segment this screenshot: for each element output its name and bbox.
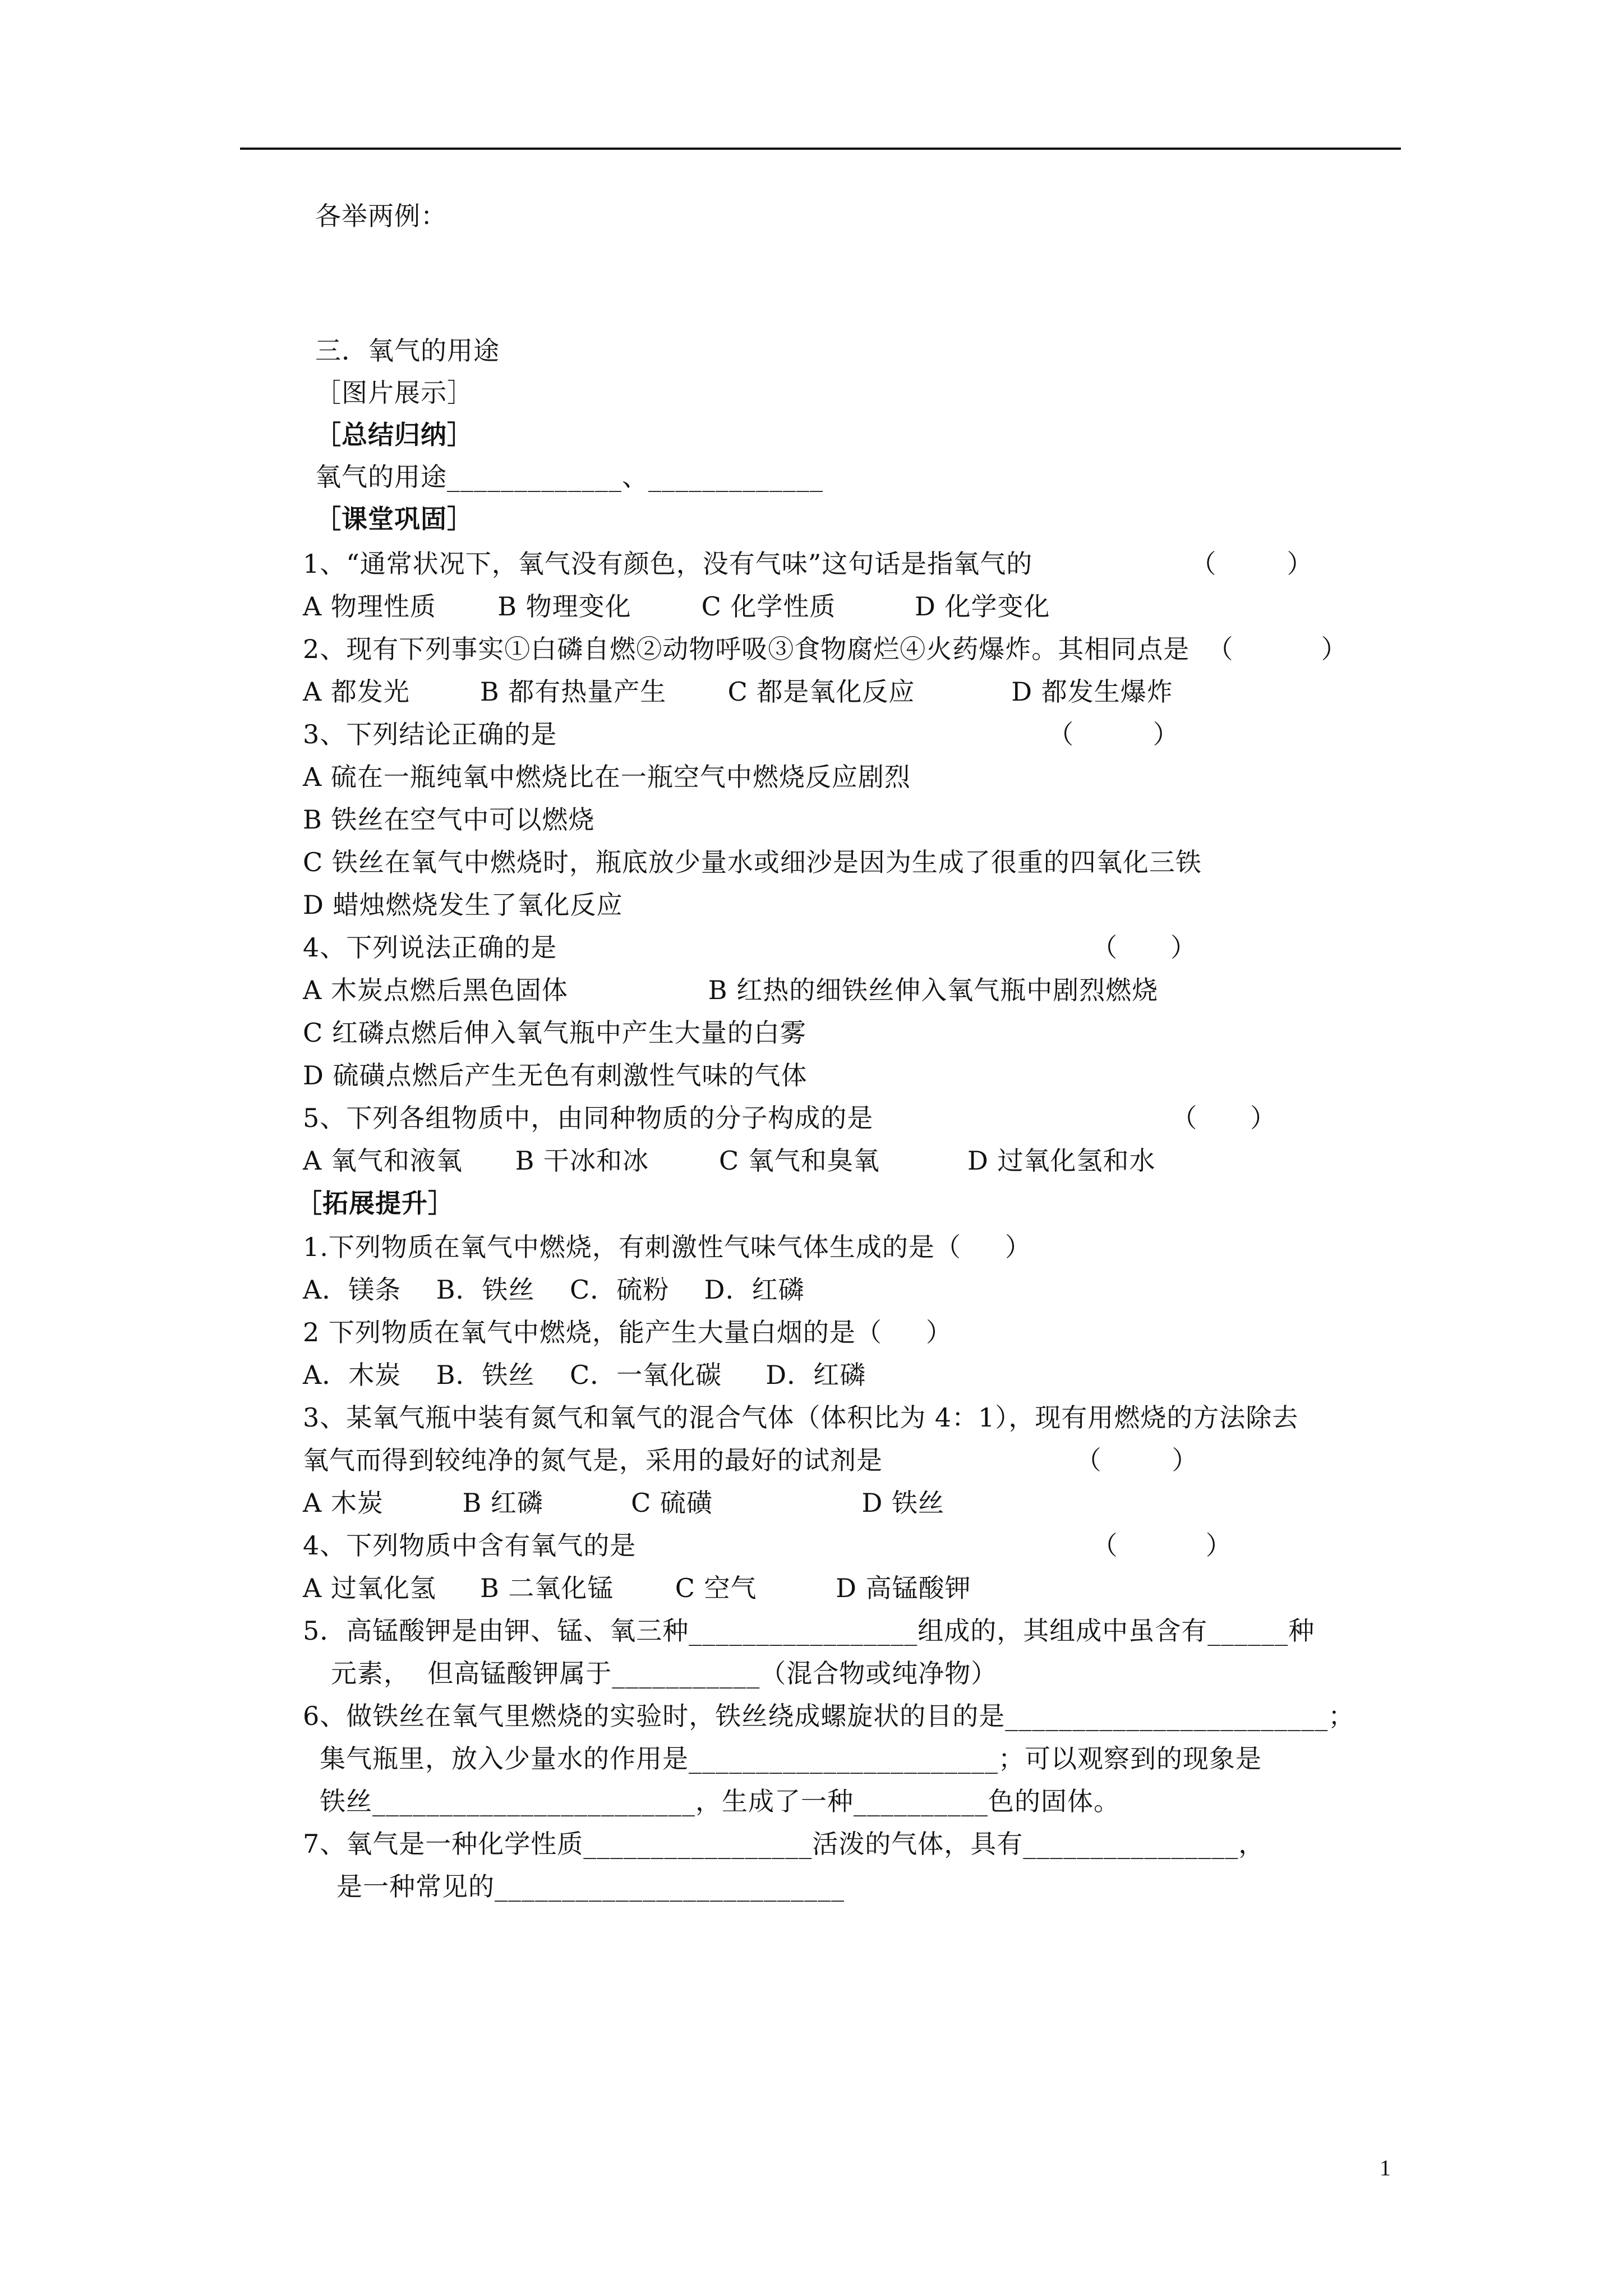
- header-rule: [240, 148, 1401, 150]
- fill-in-question: 5．高锰酸钾是由钾、锰、氧三种_________________组成的，其组成中虽含有______种: [303, 1616, 1315, 1646]
- fill-in-question: 6、做铁丝在氧气里燃烧的实验时，铁丝绕成螺旋状的目的是________________________；: [303, 1701, 1355, 1731]
- answer-options: A．镁条 B．铁丝 C．硫粉 D．红磷: [303, 1274, 805, 1305]
- question: 1.下列物质在氧气中燃烧，有刺激性气味气体生成的是（ ）: [303, 1232, 1031, 1262]
- page-number: 1: [1380, 2155, 1391, 2180]
- section-heading: 三．氧气的用途: [315, 335, 500, 366]
- answer-option: A 硫在一瓶纯氧中燃烧比在一瓶空气中燃烧反应剧烈: [303, 762, 911, 792]
- answer-option: C 铁丝在氧气中燃烧时，瓶底放少量水或细沙是因为生成了很重的四氧化三铁: [303, 847, 1202, 877]
- fill-in-continuation: 集气瓶里，放入少量水的作用是_______________________；可以观察到的现象是: [320, 1743, 1262, 1774]
- answer-option: B 铁丝在空气中可以燃烧: [303, 804, 595, 835]
- answer-options: A 木炭 B 红磷 C 硫磺 D 铁丝: [303, 1488, 944, 1518]
- question-continuation: 氧气而得到较纯净的氮气是，采用的最好的试剂是 （ ）: [303, 1445, 1198, 1475]
- fill-in-continuation: 铁丝________________________，生成了一种__________色的固体。: [320, 1786, 1120, 1816]
- question: 3、某氧气瓶中装有氮气和氧气的混合气体（体积比为 4：1），现有用燃烧的方法除去: [303, 1402, 1299, 1433]
- question: 1、“通常状况下，氧气没有颜色，没有气味”这句话是指氧气的 （ ）: [303, 549, 1313, 579]
- question: 5、下列各组物质中，由同种物质的分子构成的是 （ ）: [303, 1103, 1277, 1133]
- answer-options: A 都发光 B 都有热量产生 C 都是氧化反应 D 都发生爆炸: [303, 677, 1173, 707]
- text-line: 各举两例：: [315, 201, 447, 231]
- answer-options: A 物理性质 B 物理变化 C 化学性质 D 化学变化: [303, 591, 1050, 622]
- question: 3、下列结论正确的是 （ ）: [303, 719, 1179, 749]
- fill-in-question: 7、氧气是一种化学性质_________________活泼的气体，具有________________，: [303, 1829, 1265, 1859]
- answer-options: A．木炭 B．铁丝 C．一氧化碳 D．红磷: [303, 1360, 866, 1390]
- question: 2、现有下列事实①白磷自燃②动物呼吸③食物腐烂④火药爆炸。其相同点是 （ ）: [303, 634, 1348, 664]
- answer-options: A 木炭点燃后黑色固体 B 红热的细铁丝伸入氧气瓶中剧烈燃烧: [303, 975, 1159, 1005]
- subsection-heading: ［总结归纳］: [315, 420, 473, 450]
- question: 2 下列物质在氧气中燃烧，能产生大量白烟的是（ ）: [303, 1317, 952, 1347]
- text-line: ［图片展示］: [315, 378, 473, 408]
- fill-in-continuation: 元素， 但高锰酸钾属于___________（混合物或纯净物）: [331, 1658, 998, 1688]
- answer-options: A 过氧化氢 B 二氧化锰 C 空气 D 高锰酸钾: [303, 1573, 971, 1603]
- question: 4、下列物质中含有氧气的是 （ ）: [303, 1530, 1232, 1561]
- subsection-heading: ［课堂巩固］: [315, 504, 473, 534]
- answer-option: D 蜡烛燃烧发生了氧化反应: [303, 890, 623, 920]
- fill-in-line: 氧气的用途_____________、_____________: [315, 462, 823, 492]
- fill-in-continuation: 是一种常见的__________________________: [336, 1871, 845, 1902]
- subsection-heading: ［拓展提升］: [296, 1188, 454, 1218]
- answer-option: D 硫磺点燃后产生无色有刺激性气味的气体: [303, 1060, 808, 1091]
- answer-option: C 红磷点燃后伸入氧气瓶中产生大量的白雾: [303, 1018, 806, 1048]
- answer-options: A 氧气和液氧 B 干冰和冰 C 氧气和臭氧 D 过氧化氢和水: [303, 1145, 1156, 1176]
- question: 4、下列说法正确的是 （ ）: [303, 932, 1197, 963]
